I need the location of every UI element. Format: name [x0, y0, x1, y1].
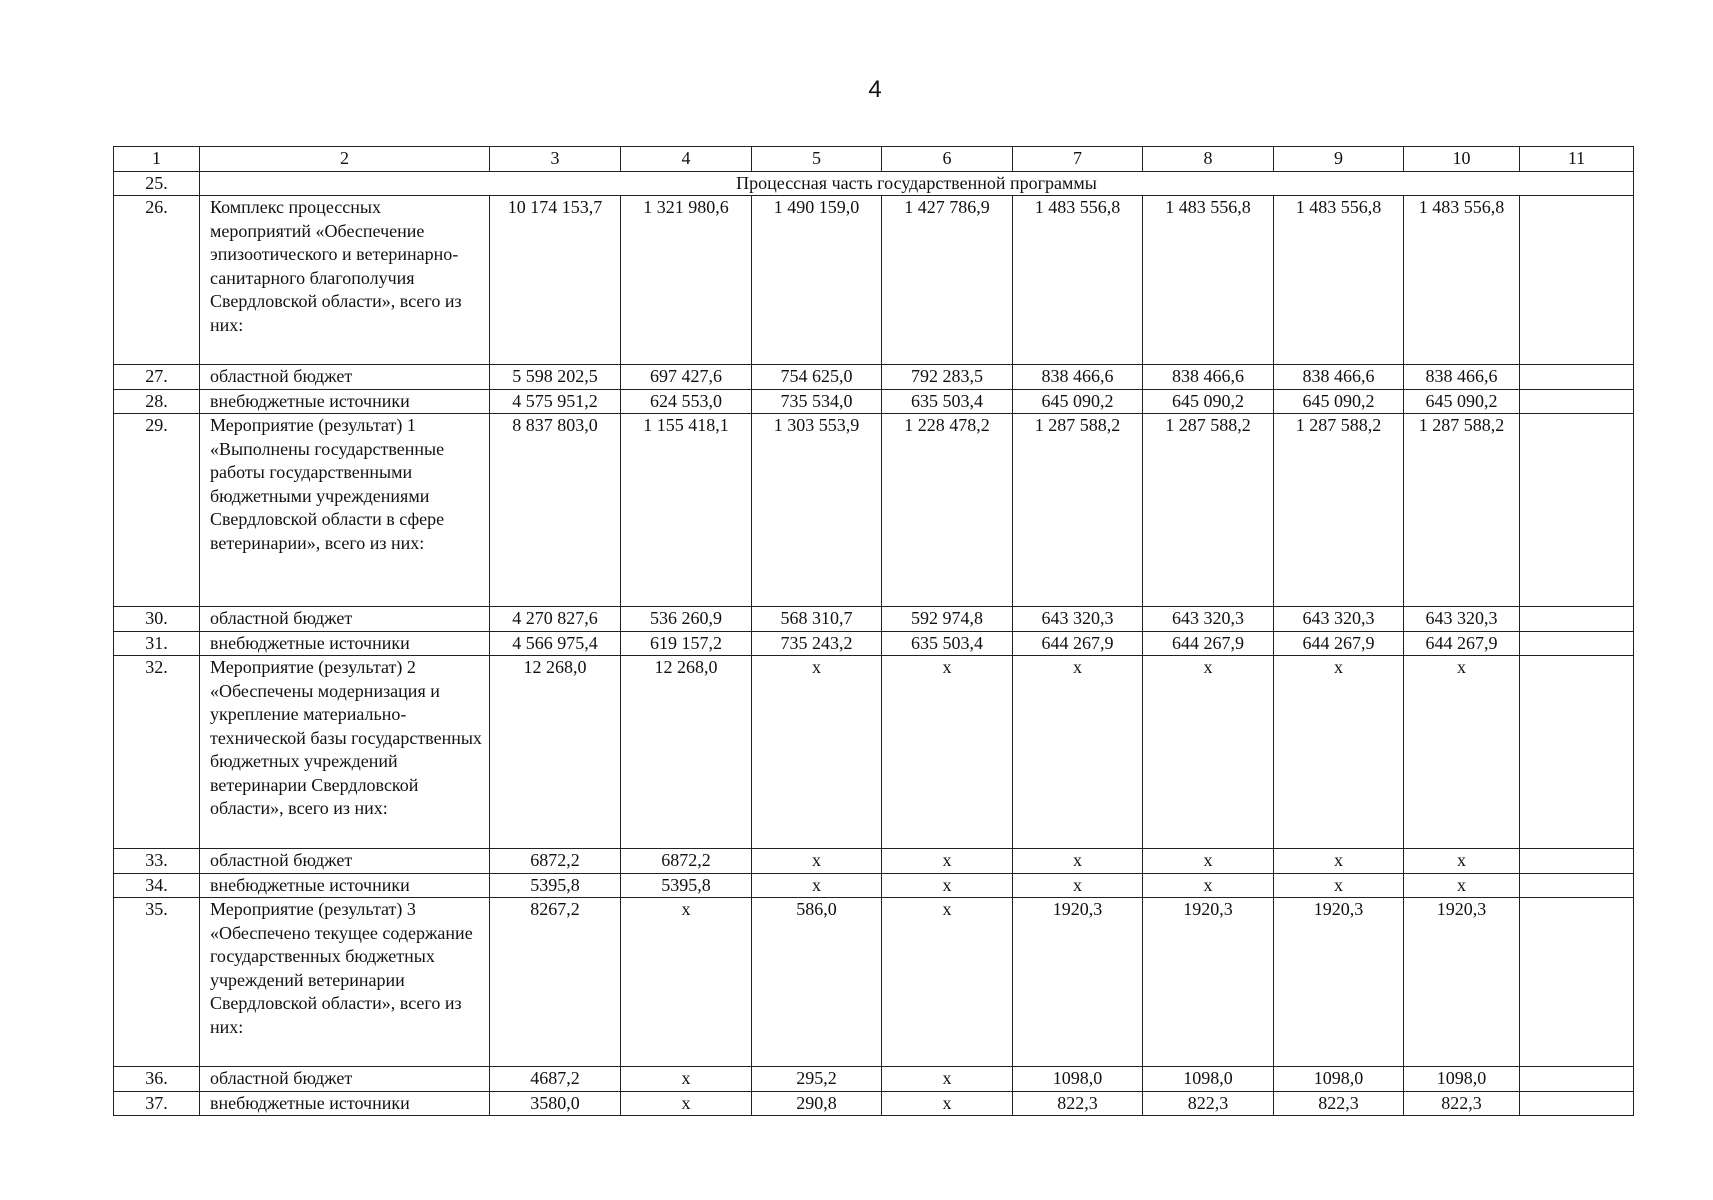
section-title: Процессная часть государственной программы — [200, 171, 1634, 196]
table-row — [114, 873, 1634, 898]
value-cell: х — [1013, 873, 1143, 898]
value-cell: 643 320,3 — [1143, 607, 1274, 632]
value-cell: х — [1404, 849, 1520, 874]
value-cell: х — [752, 873, 882, 898]
value-cell: 643 320,3 — [1274, 607, 1404, 632]
value-cell: 1 287 588,2 — [1143, 414, 1274, 607]
value-cell: х — [882, 849, 1013, 874]
value-cell: 1098,0 — [1274, 1067, 1404, 1092]
value-cell — [1520, 414, 1634, 607]
value-cell: 645 090,2 — [1274, 389, 1404, 414]
value-cell: 3580,0 — [490, 1091, 621, 1116]
row-name: внебюджетные источники — [200, 389, 490, 414]
table-row — [114, 1067, 1634, 1092]
value-cell — [1520, 196, 1634, 365]
value-cell — [1520, 631, 1634, 656]
column-header: 3 — [490, 147, 621, 172]
value-cell: х — [621, 898, 752, 1067]
value-cell: 838 466,6 — [1013, 365, 1143, 390]
value-cell: х — [882, 898, 1013, 1067]
value-cell: 12 268,0 — [490, 656, 621, 849]
value-cell: 822,3 — [1013, 1091, 1143, 1116]
column-header: 11 — [1520, 147, 1634, 172]
value-cell: 643 320,3 — [1404, 607, 1520, 632]
value-cell: х — [1013, 656, 1143, 849]
value-cell: 568 310,7 — [752, 607, 882, 632]
row-number: 27. — [114, 365, 200, 390]
value-cell: 643 320,3 — [1013, 607, 1143, 632]
row-number: 29. — [114, 414, 200, 607]
row-name: Мероприятие (результат) 1 «Выполнены государственные работы государственными бюджетными учреждениями Свердловской области в сфере ветеринарии», всего из них: — [200, 414, 490, 607]
value-cell: 10 174 153,7 — [490, 196, 621, 365]
value-cell: 754 625,0 — [752, 365, 882, 390]
table-row — [114, 389, 1634, 414]
value-cell — [1520, 898, 1634, 1067]
value-cell: 1 287 588,2 — [1404, 414, 1520, 607]
value-cell: 536 260,9 — [621, 607, 752, 632]
row-name: областной бюджет — [200, 849, 490, 874]
row-number: 37. — [114, 1091, 200, 1116]
row-number: 35. — [114, 898, 200, 1067]
column-header: 10 — [1404, 147, 1520, 172]
value-cell: 290,8 — [752, 1091, 882, 1116]
page-number: 4 — [868, 76, 882, 103]
value-cell: 1920,3 — [1274, 898, 1404, 1067]
value-cell: 1 155 418,1 — [621, 414, 752, 607]
value-cell: 792 283,5 — [882, 365, 1013, 390]
value-cell: х — [882, 873, 1013, 898]
value-cell: х — [1404, 656, 1520, 849]
value-cell: 697 427,6 — [621, 365, 752, 390]
value-cell: 1 483 556,8 — [1404, 196, 1520, 365]
column-header: 5 — [752, 147, 882, 172]
value-cell: х — [1274, 849, 1404, 874]
value-cell: 645 090,2 — [1013, 389, 1143, 414]
row-name: областной бюджет — [200, 365, 490, 390]
row-number: 25. — [114, 171, 200, 196]
column-header: 7 — [1013, 147, 1143, 172]
value-cell: х — [882, 1091, 1013, 1116]
value-cell — [1520, 1067, 1634, 1092]
value-cell: 838 466,6 — [1143, 365, 1274, 390]
row-name: Комплекс процессных мероприятий «Обеспечение эпизоотического и ветеринарно-санитарного благополучия Свердловской области», всего из них: — [200, 196, 490, 365]
row-number: 36. — [114, 1067, 200, 1092]
value-cell — [1520, 1091, 1634, 1116]
row-number: 32. — [114, 656, 200, 849]
column-header: 6 — [882, 147, 1013, 172]
column-header: 2 — [200, 147, 490, 172]
value-cell: 5 598 202,5 — [490, 365, 621, 390]
value-cell: 1920,3 — [1404, 898, 1520, 1067]
value-cell — [1520, 849, 1634, 874]
value-cell: 295,2 — [752, 1067, 882, 1092]
value-cell: 8267,2 — [490, 898, 621, 1067]
value-cell: 1 427 786,9 — [882, 196, 1013, 365]
value-cell: х — [1013, 849, 1143, 874]
value-cell: 644 267,9 — [1404, 631, 1520, 656]
value-cell: х — [752, 656, 882, 849]
table-row — [114, 631, 1634, 656]
value-cell: 6872,2 — [621, 849, 752, 874]
value-cell: 822,3 — [1143, 1091, 1274, 1116]
column-header: 8 — [1143, 147, 1274, 172]
table-row — [114, 849, 1634, 874]
value-cell: 1 483 556,8 — [1013, 196, 1143, 365]
value-cell: 838 466,6 — [1274, 365, 1404, 390]
column-header: 1 — [114, 147, 200, 172]
value-cell: х — [1143, 656, 1274, 849]
row-name: внебюджетные источники — [200, 873, 490, 898]
value-cell — [1520, 656, 1634, 849]
value-cell: х — [1404, 873, 1520, 898]
row-name: областной бюджет — [200, 1067, 490, 1092]
value-cell: 4 575 951,2 — [490, 389, 621, 414]
row-name: Мероприятие (результат) 3 «Обеспечено текущее содержание государственных бюджетных учреждений ветеринарии Свердловской области», всего из них: — [200, 898, 490, 1067]
value-cell: х — [1274, 656, 1404, 849]
value-cell: 592 974,8 — [882, 607, 1013, 632]
value-cell: 644 267,9 — [1143, 631, 1274, 656]
value-cell: 586,0 — [752, 898, 882, 1067]
value-cell: 635 503,4 — [882, 631, 1013, 656]
value-cell: 619 157,2 — [621, 631, 752, 656]
value-cell: 1098,0 — [1404, 1067, 1520, 1092]
value-cell: 838 466,6 — [1404, 365, 1520, 390]
table-row — [114, 414, 1634, 607]
value-cell: 735 243,2 — [752, 631, 882, 656]
row-name: Мероприятие (результат) 2 «Обеспечены модернизация и укрепление материально-технической базы государственных бюджетных учреждений ветеринарии Свердловской области», всего из них: — [200, 656, 490, 849]
value-cell: 12 268,0 — [621, 656, 752, 849]
value-cell: 4 566 975,4 — [490, 631, 621, 656]
column-number-row — [114, 147, 1634, 172]
value-cell: х — [1143, 873, 1274, 898]
row-number: 33. — [114, 849, 200, 874]
value-cell: 1 490 159,0 — [752, 196, 882, 365]
value-cell: 5395,8 — [490, 873, 621, 898]
value-cell: 1 287 588,2 — [1274, 414, 1404, 607]
column-header: 9 — [1274, 147, 1404, 172]
value-cell: 6872,2 — [490, 849, 621, 874]
value-cell: х — [1143, 849, 1274, 874]
value-cell — [1520, 389, 1634, 414]
column-header: 4 — [621, 147, 752, 172]
value-cell: х — [621, 1067, 752, 1092]
value-cell: 4687,2 — [490, 1067, 621, 1092]
value-cell: 1 303 553,9 — [752, 414, 882, 607]
row-number: 34. — [114, 873, 200, 898]
value-cell: 1 228 478,2 — [882, 414, 1013, 607]
row-name: внебюджетные источники — [200, 631, 490, 656]
value-cell: 645 090,2 — [1143, 389, 1274, 414]
value-cell: 1098,0 — [1143, 1067, 1274, 1092]
budget-table — [113, 146, 1634, 1116]
value-cell: 822,3 — [1274, 1091, 1404, 1116]
value-cell: х — [621, 1091, 752, 1116]
value-cell: 822,3 — [1404, 1091, 1520, 1116]
value-cell: х — [882, 1067, 1013, 1092]
row-name: внебюджетные источники — [200, 1091, 490, 1116]
value-cell — [1520, 607, 1634, 632]
value-cell: 1098,0 — [1013, 1067, 1143, 1092]
row-number: 28. — [114, 389, 200, 414]
value-cell: х — [882, 656, 1013, 849]
value-cell: 644 267,9 — [1274, 631, 1404, 656]
value-cell: 644 267,9 — [1013, 631, 1143, 656]
value-cell: 1 321 980,6 — [621, 196, 752, 365]
value-cell: х — [1274, 873, 1404, 898]
value-cell: 1920,3 — [1143, 898, 1274, 1067]
row-number: 30. — [114, 607, 200, 632]
table-row — [114, 365, 1634, 390]
value-cell: 5395,8 — [621, 873, 752, 898]
value-cell: 635 503,4 — [882, 389, 1013, 414]
section-row — [114, 171, 1634, 196]
value-cell: 8 837 803,0 — [490, 414, 621, 607]
value-cell — [1520, 365, 1634, 390]
value-cell: 1 287 588,2 — [1013, 414, 1143, 607]
value-cell: 645 090,2 — [1404, 389, 1520, 414]
value-cell: 1920,3 — [1013, 898, 1143, 1067]
table-row — [114, 656, 1634, 849]
table-row — [114, 1091, 1634, 1116]
value-cell: 624 553,0 — [621, 389, 752, 414]
value-cell: 4 270 827,6 — [490, 607, 621, 632]
value-cell: 735 534,0 — [752, 389, 882, 414]
row-name: областной бюджет — [200, 607, 490, 632]
table-row — [114, 196, 1634, 365]
row-number: 31. — [114, 631, 200, 656]
value-cell — [1520, 873, 1634, 898]
row-number: 26. — [114, 196, 200, 365]
value-cell: 1 483 556,8 — [1143, 196, 1274, 365]
table-row — [114, 898, 1634, 1067]
value-cell: 1 483 556,8 — [1274, 196, 1404, 365]
table-row — [114, 607, 1634, 632]
value-cell: х — [752, 849, 882, 874]
